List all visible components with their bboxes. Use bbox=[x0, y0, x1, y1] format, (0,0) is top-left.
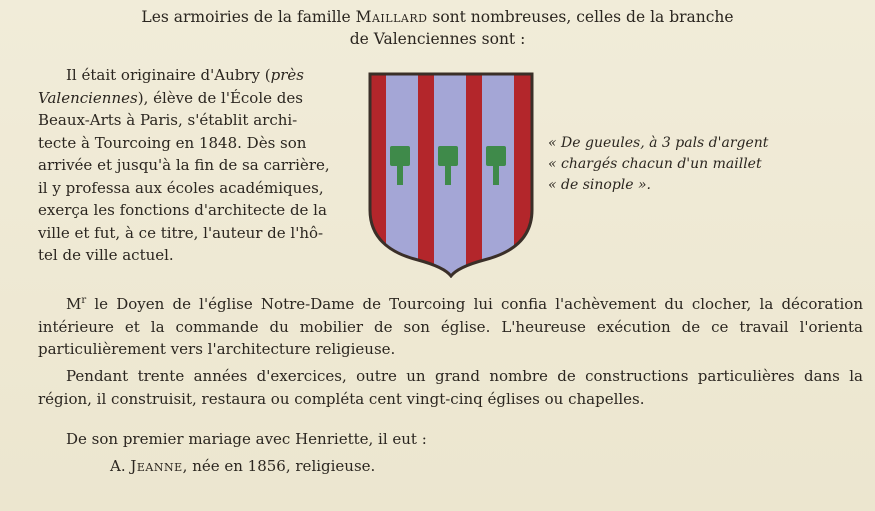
blazon-text bbox=[548, 133, 828, 196]
blazon-line: « chargés chacun d'un maillet bbox=[548, 156, 762, 172]
bio-italic: près bbox=[270, 66, 304, 84]
blazon-line: « de sinople ». bbox=[548, 177, 652, 193]
bio-line: tecte à Tourcoing en 1848. Dès son bbox=[38, 133, 307, 152]
paragraph-doyen bbox=[38, 290, 863, 361]
p3-text: De son premier mariage avec Henriette, il eut : bbox=[66, 430, 427, 448]
bio-line: il y professa aux écoles académiques, bbox=[38, 178, 324, 197]
family-name: Maillard bbox=[355, 8, 428, 26]
child-name: Jeanne bbox=[130, 457, 183, 475]
paragraph-exercices bbox=[38, 365, 863, 410]
bio-italic: Valenciennes bbox=[38, 88, 138, 107]
gules-stripe bbox=[514, 70, 532, 278]
header-line-1 bbox=[0, 6, 875, 28]
bio-text: Il était originaire d'Aubry ( bbox=[66, 66, 271, 84]
child-entry bbox=[110, 455, 375, 477]
bio-line: arrivée et jusqu'à la fin de sa carrière, bbox=[38, 156, 330, 174]
blazon-line: « De gueules, à 3 pals d'argent bbox=[548, 135, 769, 151]
child-letter: A. bbox=[110, 457, 131, 475]
gules-stripe bbox=[466, 70, 482, 278]
p1-text: le Doyen de l'église Notre-Dame de Tourcoing lui confia l'achèvement du clocher, la décoration intérieure et la commande du mobilier de son église. L'heureuse exécution de ce travail l'orienta particulièrement vers l'architecture religieuse. bbox=[38, 295, 863, 358]
child-details: , née en 1856, religieuse. bbox=[182, 457, 376, 475]
bio-line bbox=[38, 87, 356, 110]
coat-of-arms-shield bbox=[366, 70, 536, 278]
bio-line: Beaux-Arts à Paris, s'établit archi- bbox=[38, 111, 298, 129]
header-text: sont nombreuses, celles de la branche bbox=[427, 8, 734, 26]
bio-text: ), élève de l'École des bbox=[137, 88, 303, 107]
bio-line: tel de ville actuel. bbox=[38, 246, 174, 264]
p1-text: M bbox=[66, 295, 82, 313]
header-line-2: de Valenciennes sont : bbox=[349, 30, 526, 48]
header bbox=[0, 6, 875, 50]
shield-field bbox=[366, 70, 536, 278]
gules-stripe bbox=[418, 70, 434, 278]
paragraph-mariage bbox=[38, 428, 863, 451]
header-text: Les armoiries de la famille bbox=[141, 8, 356, 26]
bio-line bbox=[38, 64, 356, 87]
p1-superscript: r bbox=[81, 295, 87, 306]
biography-column bbox=[38, 64, 356, 267]
gules-stripe bbox=[370, 70, 386, 278]
bio-line: ville et fut, à ce titre, l'auteur de l'hô- bbox=[38, 223, 324, 242]
bio-line: exerça les fonctions d'architecte de la bbox=[38, 201, 327, 219]
p2-text: Pendant trente années d'exercices, outre un grand nombre de constructions particulières dans la région, il construisit, restaura ou compléta cent vingt-cinq églises ou chapelles. bbox=[38, 367, 863, 408]
